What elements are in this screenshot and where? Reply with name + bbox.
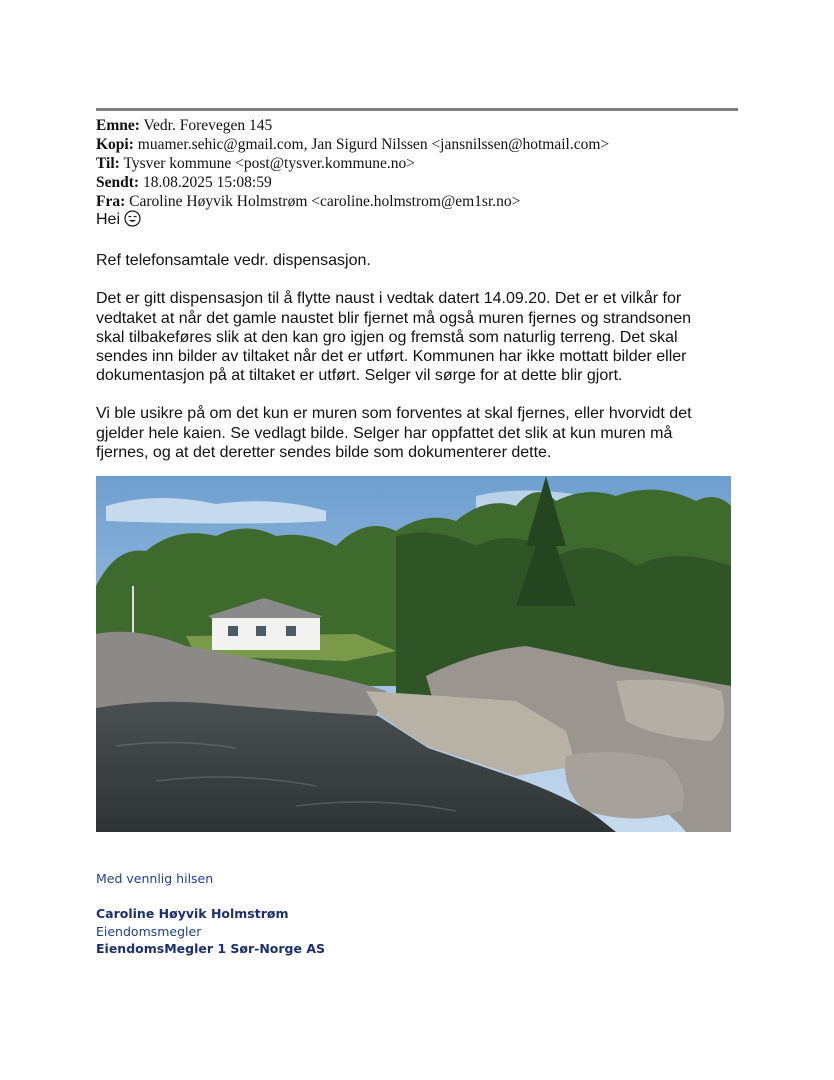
cc-label: Kopi: [96, 136, 134, 153]
sent-label: Sendt: [96, 174, 140, 191]
paragraph-ref: Ref telefonsamtale vedr. dispensasjon. [96, 252, 371, 270]
paragraph-line: dokumentasjon på at tiltaket er utført. Selger vil sørge for at dette blir gjort. [96, 367, 623, 385]
subject-row [96, 116, 756, 135]
to-row [96, 154, 756, 173]
sent-row [96, 173, 756, 192]
signature-closing: Med vennlig hilsen [96, 871, 214, 886]
paragraph-line: Det er gitt dispensasjon til å flytte naust i vedtak datert 14.09.20. Det er et vilkår for [96, 290, 682, 308]
greeting [96, 210, 756, 232]
smiley-icon [124, 210, 141, 232]
from-row [96, 192, 756, 211]
header-divider [96, 108, 738, 111]
from-label: Fra: [96, 193, 126, 210]
subject-value: Vedr. Forevegen 145 [143, 117, 273, 134]
attached-photo [96, 476, 731, 832]
paragraph-question [96, 404, 756, 462]
paragraph-line: Vi ble usikre på om det kun er muren som forventes at skal fjernes, eller hvorvidt det [96, 405, 692, 423]
signature-title: Eiendomsmegler [96, 923, 202, 939]
cc-value: muamer.sehic@gmail.com, Jan Sigurd Nilssen <jansnilssen@hotmail.com> [137, 136, 610, 153]
email-body [96, 210, 756, 462]
from-value: Caroline Høyvik Holmstrøm <caroline.holmstrom@em1sr.no> [129, 193, 521, 210]
signature-name: Caroline Høyvik Holmstrøm [96, 906, 289, 921]
email-headers [96, 116, 756, 211]
flag-pole [132, 586, 134, 638]
cc-row [96, 135, 756, 154]
to-value: Tysver kommune <post@tysver.kommune.no> [123, 155, 416, 172]
subject-label: Emne: [96, 117, 140, 134]
paragraph-line: sendes inn bilder av tiltaket når det er utført. Kommunen har ikke mottatt bilder eller [96, 348, 687, 366]
paragraph-line: gjelder hele kaien. Se vedlagt bilde. Selger har oppfattet det slik at kun muren må [96, 424, 673, 442]
to-label: Til: [96, 155, 120, 172]
paragraph-line: skal tilbakeføres slik at den kan gro igjen og fremstå som naturlig terreng. Det skal [96, 328, 678, 346]
sent-value: 18.08.2025 15:08:59 [142, 174, 272, 191]
paragraph-dispensation [96, 289, 756, 385]
email-signature [96, 870, 325, 958]
paragraph-line: vedtaket at når det gamle naustet blir fjernet må også muren fjernes og strandsonen [96, 309, 692, 327]
greeting-text: Hei [96, 211, 121, 228]
paragraph-line: fjernes, og at det deretter sendes bilde som dokumenterer dette. [96, 443, 552, 461]
signature-company: EiendomsMegler 1 Sør-Norge AS [96, 941, 326, 956]
